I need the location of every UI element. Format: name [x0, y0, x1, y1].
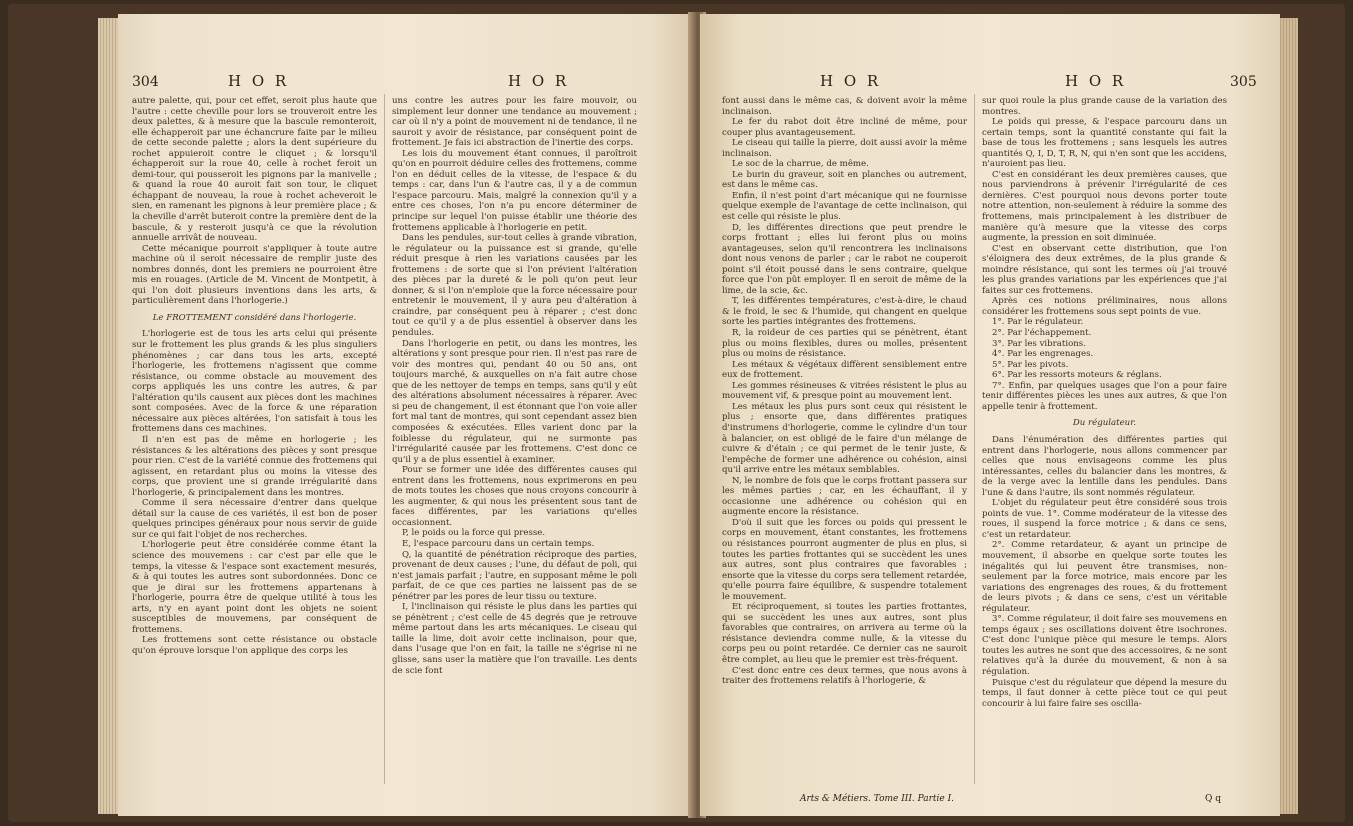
- paragraph: autre palette, qui, pour cet effet, seroit plus haute que l'autre : cette cheville pour lors se trouveroit entre les deux palettes, & à mesure que la bascule remonteroit, elle échapperoit par une échancrure faite par le milieu de cette seconde palette ; alors la dent supérieure du rochet appuieroit contre le cliquet ; & lorsqu'il échapperoit sur la roue 40, celle à rochet feroit un demi-tour, qui pousseroit les pignons par la manivelle ; & quand la roue 40 auroit fait son tour, le cliquet échappant de nouveau, la roue à rochet acheveroit le sien, en ramenant les pignons à leur première place ; & la cheville d'arrêt buteroit contre la première dent de la bascule, & y resteroit jusqu'à ce que la révolution annuelle arrivât de nouveau.: [132, 96, 377, 244]
- paragraph: Le fer du rabot doit être incliné de même, pour couper plus avantageusement.: [722, 117, 967, 138]
- column-rule: [974, 94, 975, 784]
- paragraph: 2°. Comme retardateur, & ayant un principe de mouvement, il absorbe en quelque sorte toutes les inégalités qui lui peuvent être transmises, non-seulement par la force motrice, mais encore par les variations des engrenages des roues, & du frottement de leurs pivots ; & dans ce sens, c'est un véritable régulateur.: [982, 540, 1227, 614]
- paragraph: P, le poids ou la force qui presse.: [402, 528, 546, 539]
- signature-mark: Q q: [1205, 794, 1222, 804]
- book-spread: [8, 4, 1345, 822]
- paragraph: Les métaux les plus purs sont ceux qui résistent le plus ; ensorte que, dans différentes pratiques d'instrumens d'horlogerie, comme le cylindre d'un tour à balancier, on est obligé de le faire d'un mélange de cuivre & d'étain ; ce qui permet de le tenir juste, & l'empêche de former une adhérence ou cohésion, ainsi qu'il arrive entre les métaux semblables.: [722, 401, 967, 476]
- paragraph: Pour se former une idée des différentes causes qui entrent dans les frottemens, nous exprimerons en peu de mots toutes les choses que nous croyons concourir à les augmenter, & qui nous les présentent sous tant de faces différentes, par les variations qu'elles occasionnent.: [392, 465, 637, 528]
- right-page-number: 305: [1230, 74, 1257, 90]
- section-title: Du régulateur.: [1072, 418, 1137, 429]
- section-title: Le FROTTEMENT considéré dans l'horlogerie.: [152, 312, 357, 323]
- paragraph: 4°. Par les engrenages.: [992, 349, 1094, 360]
- paragraph: Les lois du mouvement étant connues, il paroîtroit qu'on en pourroit déduire celles des frottemens, comme l'on en déduit celles de la vitesse, de l'espace & du temps : car, dans l'un & l'autre cas, il y a de commun l'espace parcouru. Mais, malgré la connexion qu'il y a entre ces choses, l'on n'a pu encore déterminer de principe sur lequel l'on puisse établir une théorie des frottemens applicable à l'horlogerie en petit.: [392, 148, 637, 233]
- paragraph: Dans l'énumération des différentes parties qui entrent dans l'horlogerie, nous allons commencer par celles que nous envisageons comme les plus intéressantes, celles du balancier dans les montres, & de la verge avec la lentille dans les pendules. Dans l'une & dans l'autre, ils sont nommés régulateur.: [982, 434, 1227, 498]
- paragraph: Cette mécanique pourroit s'appliquer à toute autre machine où il seroit nécessaire de remplir juste des nombres donnés, dont les premiers ne pourroient être mis en rouages. (Article de M. Vincent de Montpetit, à qui l'on doit plusieurs inventions dans les arts, & particulièrement dans l'horlogerie.): [132, 243, 377, 307]
- paragraph: Les métaux & végétaux diffèrent sensiblement entre eux de frottement.: [722, 359, 967, 381]
- paragraph: L'horlogerie est de tous les arts celui qui présente sur le frottement les plus grands & les plus singuliers phénomènes ; car dans tous les arts, excepté l'horlogerie, les frottemens n'agissent que comme résistance, ou comme obstacle au mouvement des corps appliqués les uns contre les autres, & par l'altération qu'ils causent aux pièces dont les machines sont composées. Avec de la force & une réparation nécessaire aux pièces altérées, l'on satisfait à tous les frottemens dans ces machines.: [132, 329, 377, 435]
- paragraph: L'objet du régulateur peut être considéré sous trois points de vue. 1°. Comme modérateur de la vitesse des roues, il suspend la force motrice ; & dans ce sens, c'est un retardateur.: [982, 498, 1227, 540]
- paragraph: 3°. Comme régulateur, il doit faire ses mouvemens en temps égaux ; ses oscillations doivent être isochrones. C'est donc l'unique pièce qui mesure le temps. Alors toutes les autres ne sont que des accessoires, & ne sont relatives qu'à la durée du mouvement, & non à sa régulation.: [982, 614, 1227, 677]
- paragraph: uns contre les autres pour les faire mouvoir, ou simplement leur donner une tendance au mouvement ; car où il n'y a point de mouvement ni de tendance, il ne sauroit y avoir de résistance, par conséquent point de frottement. Je fais ici abstraction de l'inertie des corps.: [392, 96, 637, 149]
- paragraph: font aussi dans le même cas, & doivent avoir la même inclinaison.: [722, 96, 967, 117]
- paragraph: D'où il suit que les forces ou poids qui pressent le corps en mouvement, étant constantes, les frottemens ou résistances pourront augmenter de plus en plus, si toutes les parties frottantes qui se succèdent les unes aux autres, sont plus contraires que favorables ; ensorte que la vitesse du corps sera tellement retardée, qu'elle pourra faire équilibre, & suspendre totalement le mouvement.: [722, 517, 967, 602]
- paragraph: Puisque c'est du régulateur que dépend la mesure du temps, il faut donner à cette pièce tout ce qui peut concourir à lui faire faire ses oscilla-: [982, 677, 1227, 709]
- paragraph: Les frottemens sont cette résistance ou obstacle qu'on éprouve lorsque l'on applique des corps les: [132, 635, 377, 656]
- left-page-header-right: H O R: [508, 72, 570, 90]
- paragraph: 3°. Par les vibrations.: [992, 338, 1086, 349]
- left-page-column-2: [392, 96, 637, 796]
- paragraph: D, les différentes directions que peut prendre le corps frottant ; elles lui feront plus ou moins avantageuses, selon qu'il rencontrera les inclinaisons dont nous venons de parler ; car le rabot ne couperoit point s'il étoit poussé dans le sens contraire, quelque force que l'on pût employer. Il en seroit de même de la lime, de la scie, &c.: [722, 222, 967, 296]
- paragraph: C'est en considérant les deux premières causes, que nous parviendrons à prévenir l'irrégularité de ces dernières. C'est pourquoi nous devons porter toute notre attention, non-seulement à réduire la somme des frottemens, mais principalement à les distribuer de manière qu'à mesure que la vitesse des corps augmente, la pression en soit diminuée.: [982, 169, 1227, 244]
- paragraph: Dans l'horlogerie en petit, ou dans les montres, les altérations y sont presque pour rien. Il n'est pas rare de voir des montres qui, pendant 40 ou 50 ans, ont toujours marché, & auxquelles on n'a fait autre chose que de les nettoyer de temps en temps, sans qu'il y eût des altérations absolument nécessaires à réparer. Avec si peu de changement, il est étonnant que l'on voie aller fort mal tant de montres, qui sont cependant assez bien composées & exécutées. Elles varient donc par la foiblesse du régulateur, qui ne surmonte pas l'irrégularité causée par les frottemens. C'est donc ce qu'il y a de plus essentiel à examiner.: [392, 338, 637, 465]
- paragraph: sur quoi roule la plus grande cause de la variation des montres.: [982, 96, 1227, 117]
- left-page-number: 304: [132, 74, 159, 90]
- right-page-column-1: [722, 96, 967, 796]
- right-page-header-left: H O R: [820, 72, 882, 90]
- left-page-edges: [98, 18, 120, 814]
- paragraph: E, l'espace parcouru dans un certain temps.: [402, 538, 595, 549]
- paragraph: 5°. Par les pivots.: [992, 359, 1069, 370]
- paragraph: Enfin, il n'est point d'art mécanique qui ne fournisse quelque exemple de l'avantage de cette inclinaison, qui est celle qui résiste le plus.: [722, 190, 967, 223]
- paragraph: N, le nombre de fois que le corps frottant passera sur les mêmes parties ; car, en les échauffant, il y occasionne une adhérence ou cohésion qui en augmente encore la résistance.: [722, 475, 967, 518]
- page-footer: Arts & Métiers. Tome III. Partie I.: [800, 794, 955, 804]
- left-page-column-1: [132, 96, 377, 796]
- paragraph: 6°. Par les ressorts moteurs & réglans.: [992, 370, 1162, 381]
- left-page: [118, 14, 693, 816]
- paragraph: Le soc de la charrue, de même.: [732, 159, 869, 170]
- right-page-header-right: H O R: [1065, 72, 1127, 90]
- paragraph: 1°. Par le régulateur.: [992, 317, 1084, 328]
- paragraph: R, la roideur de ces parties qui se pénètrent, étant plus ou moins flexibles, dures ou molles, présentent plus ou moins de résistance.: [722, 328, 967, 360]
- paragraph: I, l'inclinaison qui résiste le plus dans les parties qui se pénètrent ; c'est celle de 45 degrés que je retrouve même partout dans les arts mécaniques. Le ciseau qui taille la lime, doit avoir cette inclinaison, pour que, dans l'usage que l'on en fait, la taille ne s'égrise ni ne glisse, sans user la matière que l'on travaille. Les dents de scie font: [392, 602, 637, 676]
- paragraph: Q, la quantité de pénétration réciproque des parties, provenant de deux causes ; l'une, du défaut de poli, qui n'est jamais parfait ; l'autre, en supposant même le poli parfait, de ce que ces parties ne laissent pas de se pénétrer par les pores de leur tissu ou texture.: [392, 549, 637, 602]
- paragraph: T, les différentes températures, c'est-à-dire, le chaud & le froid, le sec & l'humide, qui changent en quelque sorte les parties intégrantes des frottemens.: [722, 296, 967, 328]
- paragraph: Comme il sera nécessaire d'entrer dans quelque détail sur la cause de ces variétés, il est bon de poser quelques principes généraux pour nous servir de guide sur ce qui fait l'objet de nos recherches.: [132, 498, 377, 540]
- column-rule: [384, 94, 385, 784]
- paragraph: Le burin du graveur, soit en planches ou autrement, est dans le même cas.: [722, 169, 967, 191]
- paragraph: Il n'en est pas de même en horlogerie ; les résistances & les altérations des pièces y sont presque pour rien. C'est de la variété connue des frottemens qui agissent, en retardant plus ou moins la vitesse des corps, que provient une si grande irrégularité dans l'horlogerie, & principalement dans les montres.: [132, 434, 377, 498]
- paragraph: C'est en observant cette distribution, que l'on s'éloignera des deux extrêmes, de la plus grande & moindre résistance, qui sont les termes où j'ai trouvé les plus grandes variations par les expériences que j'ai faites sur ces frottemens.: [982, 243, 1227, 296]
- left-page-header-left: H O R: [228, 72, 290, 90]
- paragraph: Dans les pendules, sur-tout celles à grande vibration, le régulateur ou la puissance est si grande, qu'elle réduit presque à rien les variations causées par les frottemens : de sorte que si l'on prévient l'altération des pièces par la dureté & le poli qu'on peut leur donner, & si l'on n'emploie que la force nécessaire pour entretenir le mouvement, il y aura peu d'altération à craindre, par conséquent peu à réparer ; c'est donc tout ce qu'il y a de plus essentiel à observer dans les pendules.: [392, 233, 637, 339]
- paragraph: Et réciproquement, si toutes les parties frottantes, qui se succèdent les unes aux autres, sont plus favorables que contraires, on arrivera au terme où la résistance deviendra comme nulle, & la vitesse du corps peu ou point retardée. Ce dernier cas ne sauroit être complet, au lieu que le premier est très-fréquent.: [722, 602, 967, 665]
- right-page: [700, 14, 1280, 816]
- right-page-edges: [1278, 18, 1298, 814]
- paragraph: Les gommes résineuses & vitrées résistent le plus au mouvement vif, & presque point au mouvement lent.: [722, 380, 967, 402]
- paragraph: Après ces notions préliminaires, nous allons considérer les frottemens sous sept points de vue.: [982, 296, 1227, 317]
- right-page-column-2: [982, 96, 1227, 796]
- paragraph: L'horlogerie peut être considérée comme étant la science des mouvemens : car c'est par elle que le temps, la vitesse & l'espace sont exactement mesurés, & à qui toutes les autres sont subordonnées. Donc ce que je dirai sur les frottemens appartenans à l'horlogerie, pourra être de quelque utilité à tous les arts, n'y en ayant point dont les objets ne soient susceptibles de mouvemens, par conséquent de frottemens.: [132, 540, 377, 635]
- paragraph: 2°. Par l'échappement.: [992, 328, 1092, 339]
- paragraph: Le ciseau qui taille la pierre, doit aussi avoir la même inclinaison.: [722, 138, 967, 159]
- paragraph: Le poids qui presse, & l'espace parcouru dans un certain temps, sont la quantité constante qui fait la base de tous les frottemens ; sans lesquels les autres quantités Q, I, D, T, R, N, qui n'en sont que les accidens, n'auroient pas lieu.: [982, 117, 1227, 170]
- paragraph: 7°. Enfin, par quelques usages que l'on a pour faire tenir différentes pièces les unes aux autres, & que l'on appelle tenir à frottement.: [982, 380, 1227, 412]
- paragraph: C'est donc entre ces deux termes, que nous avons à traiter des frottemens relatifs à l'horlogerie, &: [722, 665, 967, 687]
